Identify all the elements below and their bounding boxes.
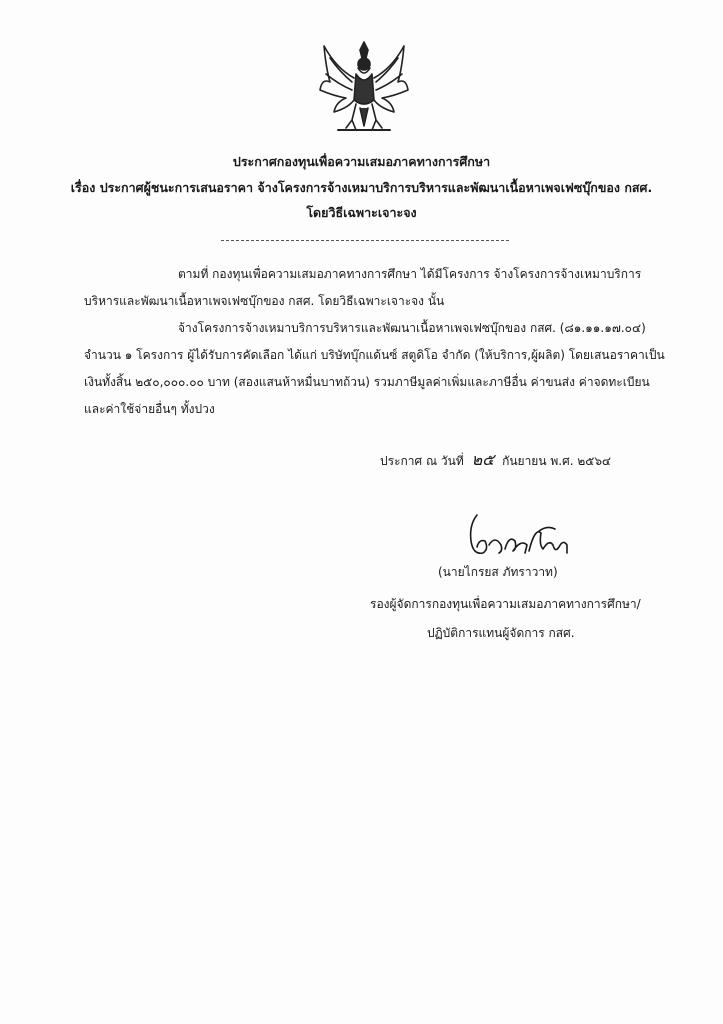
dashed-divider — [221, 240, 509, 241]
signatory-position-line-1: รองผู้จัดการกองทุนเพื่อความเสมอภาคทางการศึกษา/ — [370, 597, 641, 611]
paragraph-2-line-4: และค่าใช้จ่ายอื่นๆ ทั้งปวง — [84, 402, 215, 416]
announcement-subject: เรื่อง ประกาศผู้ชนะการเสนอราคา จ้างโครงการจ้างเหมาบริการบริหารและพัฒนาเนื้อหาเพจเฟซบุ๊กของ กสศ. — [70, 180, 653, 195]
paragraph-2-line-1: จ้างโครงการจ้างเหมาบริการบริหารและพัฒนาเนื้อหาเพจเฟซบุ๊กของ กสศ. (๘๑.๑๑.๑๗.๐๔) — [178, 321, 646, 335]
signatory-name: (นายไกรยส ภัทราวาท) — [438, 565, 558, 579]
paragraph-1-line-2: บริหารและพัฒนาเนื้อหาเพจเฟซบุ๊กของ กสศ. โดยวิธีเฉพาะเจาะจง นั้น — [84, 294, 445, 308]
signatory-position-line-2: ปฏิบัติการแทนผู้จัดการ กสศ. — [427, 626, 575, 640]
garuda-emblem-icon — [316, 38, 412, 138]
date-prefix: ประกาศ ณ วันที่ — [380, 454, 464, 468]
paragraph-1-line-1: ตามที่ กองทุนเพื่อความเสมอภาคทางการศึกษา ได้มีโครงการ จ้างโครงการจ้างเหมาบริการ — [178, 267, 642, 281]
paragraph-2-line-2: จำนวน ๑ โครงการ ผู้ได้รับการคัดเลือก ได้แก่ บริษัทบุ๊กแด้นซ์ สตูดิโอ จำกัด (ให้บริการ,ผู้ผลิต) โดยเสนอราคาเป็น — [84, 348, 665, 362]
paragraph-2-line-3: เงินทั้งสิ้น ๒๕๐,๐๐๐.๐๐ บาท (สองแสนห้าหมื่นบาทถ้วน) รวมภาษีมูลค่าเพิ่มและภาษีอื่น ค่าขนส่ง ค่าจดทะเบียน — [84, 375, 650, 389]
announcement-title: ประกาศกองทุนเพื่อความเสมอภาคทางการศึกษา — [232, 154, 491, 169]
announcement-date — [380, 450, 611, 471]
announcement-method: โดยวิธีเฉพาะเจาะจง — [306, 205, 417, 220]
handwritten-signature — [455, 505, 585, 565]
date-suffix: กันยายน พ.ศ. ๒๕๖๔ — [502, 454, 612, 468]
date-day-handwritten: ๒๕ — [471, 450, 495, 469]
